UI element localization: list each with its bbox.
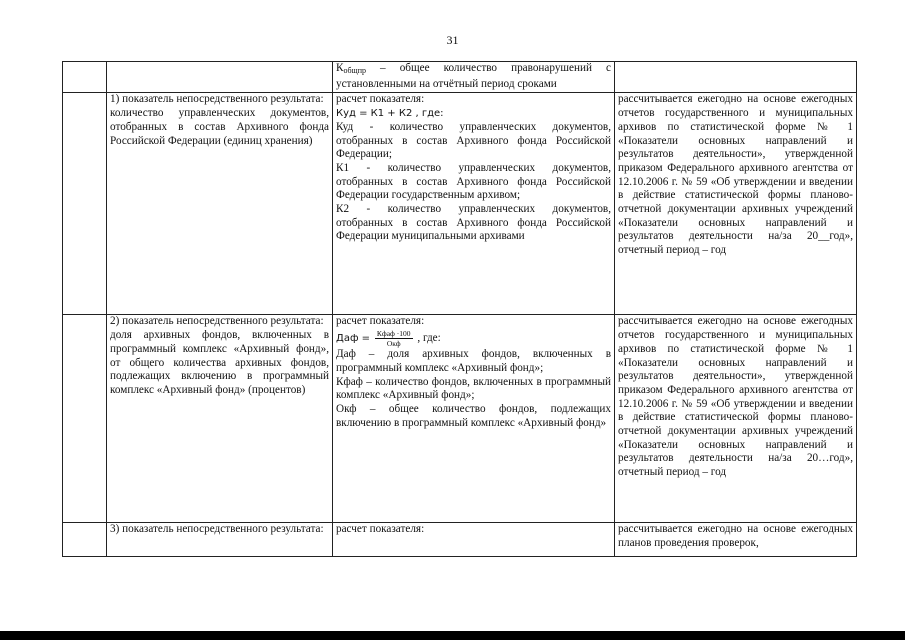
- indicator-title: 3) показатель непосредственного результата:: [110, 523, 324, 536]
- indicator-title: 2) показатель непосредственного результата:: [110, 315, 324, 328]
- table-cell-empty: [63, 315, 107, 523]
- method-line: Даф – доля архивных фондов, включенных в программный комплекс «Архивный фонд»;: [336, 348, 611, 374]
- table-cell-indicator: [107, 93, 333, 315]
- page-number: 31: [446, 33, 459, 47]
- formula-denominator: Окф: [386, 339, 401, 349]
- table-row: [63, 315, 857, 523]
- method-title: расчет показателя:: [336, 315, 425, 328]
- method-line: Окф – общее количество фондов, подлежащих включению в программный комплекс «Архивный фонд»: [336, 402, 611, 429]
- table-cell-source: [615, 62, 857, 93]
- method-line: К2 - количество управленческих документов, отобранных в состав Архивного фонда Российской Федерации муниципальными архивами: [336, 203, 611, 243]
- table-cell-method: [333, 315, 615, 523]
- scan-bottom-edge: [0, 631, 905, 640]
- table-cell-empty: [63, 62, 107, 93]
- method-title: расчет показателя:: [336, 523, 425, 536]
- table-cell-method: [333, 62, 615, 93]
- method-line: К1 - количество управленческих документов, отобранных в состав Архивного фонда Российской Федерации государственным архивом;: [336, 161, 611, 202]
- text-prefix: К: [336, 62, 344, 74]
- source-text: рассчитывается ежегодно на основе ежегодных отчетов государственного и муниципальных архивов по статистической форме № 1 «Показатели основных направлений и результатов деятельности», утвержденной приказом Федерального архивного агентства от 12.10.2006 г. № 59 «Об утверждении и введении в действие статистической формы планово-отчетной документации архивных учреждений «Показатели основных направлений и результатов деятельности на/за 20…год», отчетный период – год: [618, 315, 853, 479]
- table-cell-source: [615, 315, 857, 523]
- indicator-detail: доля архивных фондов, включенных в программный комплекс «Архивный фонд», от общего количества архивных фондов, подлежащих включению в программный комплекс «Архивный фонд» (процентов): [110, 329, 329, 396]
- table-cell-method: [333, 523, 615, 557]
- indicator-detail: количество управленческих документов, отобранных в состав Архивного фонда Российской Федерации (единиц хранения): [110, 107, 329, 147]
- table-cell-method: [333, 93, 615, 315]
- formula-fraction: [375, 329, 413, 348]
- method-line: Куд - количество управленческих документов, отобранных в состав Архивного фонда Российской Федерации;: [336, 120, 611, 161]
- method-line: Кфаф – количество фондов, включенных в программный комплекс «Архивный фонд»;: [336, 375, 611, 402]
- formula-numerator: Кфаф ·100: [376, 329, 411, 339]
- table-cell-indicator: [107, 62, 333, 93]
- formula-tail: , где:: [417, 332, 441, 345]
- formula: Куд = К1 + К2 , где:: [336, 108, 444, 120]
- method-text: – общее количество правонарушений с установленными на отчётный период сроками: [336, 62, 611, 90]
- table-cell-indicator: [107, 523, 333, 557]
- source-text: рассчитывается ежегодно на основе ежегодных отчетов государственного и муниципальных архивов по статистической форме № 1 «Показатели основных направлений и результатов деятельности», утвержденной приказом Федерального архивного агентства от 12.10.2006 г. № 59 «Об утверждении и введении в действие статистической формы планово-отчетной документации архивных учреждений «Показатели основных направлений и результатов деятельности на/за 20__год», отчетный период – год: [618, 93, 853, 257]
- text-subscript: общпр: [343, 66, 366, 75]
- table-cell-source: [615, 93, 857, 315]
- method-title: расчет показателя:: [336, 93, 425, 106]
- indicators-table: [62, 61, 857, 557]
- source-text: рассчитывается ежегодно на основе ежегодных планов проведения проверок,: [618, 523, 853, 550]
- indicator-title: 1) показатель непосредственного результата:: [110, 93, 324, 106]
- formula-lhs: Даф =: [336, 333, 371, 345]
- table-row: [63, 523, 857, 557]
- table-cell-empty: [63, 523, 107, 557]
- table-row: [63, 93, 857, 315]
- table-cell-source: [615, 523, 857, 557]
- table-row: [63, 62, 857, 93]
- formula: [336, 329, 611, 348]
- table-cell-empty: [63, 93, 107, 315]
- table-cell-indicator: [107, 315, 333, 523]
